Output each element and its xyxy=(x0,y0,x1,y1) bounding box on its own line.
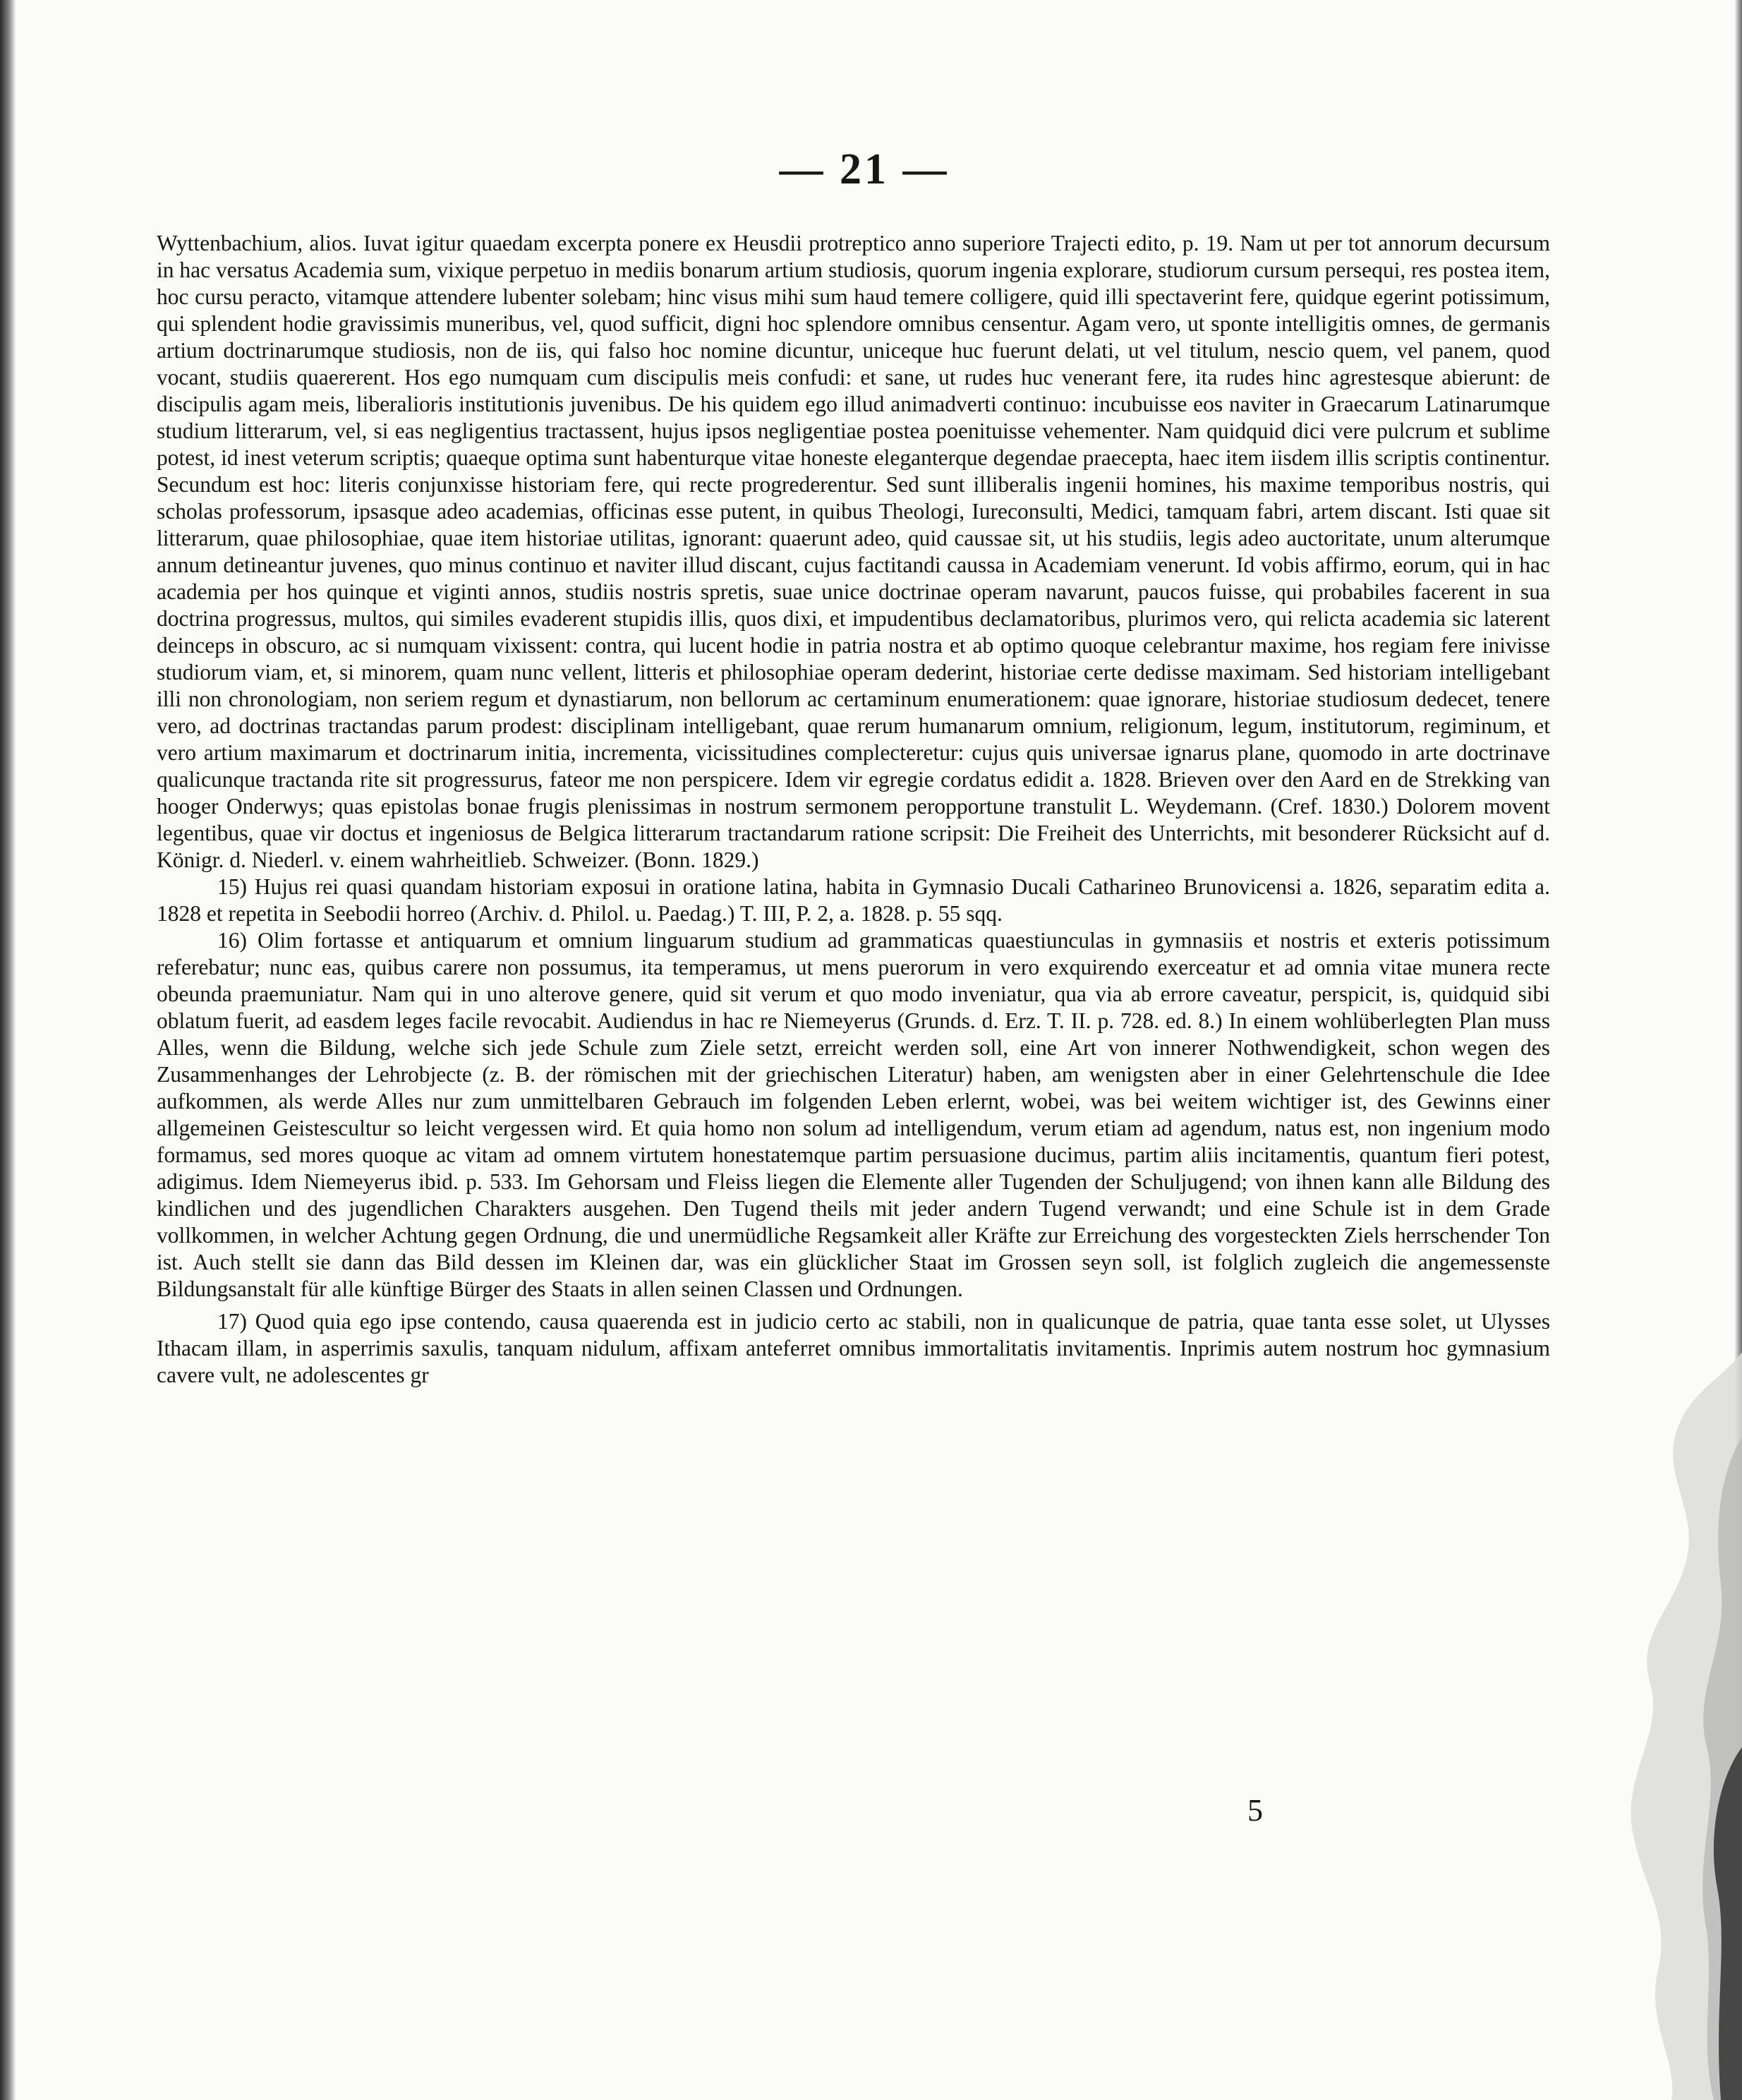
page-number: — 21 — xyxy=(779,145,950,193)
body-text xyxy=(157,230,1550,1389)
page-edge-shadow xyxy=(1735,0,1742,2100)
footnote-16: 16) Olim fortasse et antiquarum et omnium linguarum studium ad grammaticas quaestiunculas in gymnasiis et nostris et exteris potissimum referebatur; nunc eas, quibus carere non possumus, ita temperamus, ut mens puerorum in vero exquirendo exerceatur et ad omnia vitae munera recte obeunda praemuniatur. Nam qui in uno alterove genere, quid sit verum et quo modo inveniatur, qua via ab errore caveatur, perspicit, is, quidquid sibi oblatum fuerit, ad easdem leges facile revocabit. Audiendus in hac re Niemeyerus (Grunds. d. Erz. T. II. p. 728. ed. 8.) In einem wohlüberlegten Plan muss Alles, wenn die Bildung, welche sich jede Schule zum Ziele setzt, erreicht werden soll, eine Art von innerer Nothwendigkeit, schon wegen des Zusammenhanges der Lehrobjecte (z. B. der römischen mit der griechischen Literatur) haben, am wenigsten aber in einer Gelehrtenschule die Idee aufkommen, als werde Alles nur zum unmittelbaren Gebrauch im folgenden Leben erlernt, wobei, was bei weitem wichtiger ist, des Gewinns einer allgemeinen Geistescultur so leicht vergessen wird. Et quia homo non solum ad intelligendum, verum etiam ad agendum, natus est, non ingenium modo formamus, sed mores quoque ac vitam ad omnem virtutem honestatemque partim persuasione ducimus, partim aliis incitamentis, quantum fieri potest, adigimus. Idem Niemeyerus ibid. p. 533. Im Gehorsam und Fleiss liegen die Elemente aller Tugenden der Schuljugend; von ihnen kann alle Bildung des kindlichen und des jugendlichen Charakters ausgehen. Den Tugend theils mit jeder andern Tugend verwandt; und eine Schule ist in dem Grade vollkommen, in welcher Achtung gegen Ordnung, die und unermüdliche Regsamkeit aller Kräfte zur Erreichung des vorgesteckten Ziels herrschender Ton ist. Auch stellt sie dann das Bild dessen im Kleinen dar, was ein glücklicher Staat im Grossen seyn soll, ist folglich zugleich die angemessenste Bildungsanstalt für alle künftige Bürger des Staats in allen seinen Classen und Ordnungen. xyxy=(157,928,1550,1301)
page-binding-shadow xyxy=(0,0,16,2100)
footnote-15: 15) Hujus rei quasi quandam historiam exposui in oratione latina, habita in Gymnasio Ducali Catharineo Brunovicensi a. 1826, separatim edita a. 1828 et repetita in Seebodii horreo (Archiv. d. Philol. u. Paedag.) T. III, P. 2, a. 1828. p. 55 sqq. xyxy=(157,874,1550,926)
footnote-17: 17) Quod quia ego ipse contendo, causa quaerenda est in judicio certo ac stabili, non in qualicunque de patria, quae tanta esse solet, ut Ulysses Ithacam illam, in asperrimis saxulis, tanquam nidulum, affixam anteferret omnibus immortalitatis invitamentis. Inprimis autem nostrum hoc gymnasium cavere vult, ne adolescentes gr xyxy=(157,1309,1550,1387)
paragraph-continuation: Wyttenbachium, alios. Iuvat igitur quaedam excerpta ponere ex Heusdii protreptico anno superiore Trajecti edito, p. 19. Nam ut per tot annorum decursum in hac versatus Academia sum, vixique perpetuo in mediis bonarum artium studiosis, quorum ingenia explorare, studiorum cursum persequi, res postea item, hoc cursu peracto, vitamque attendere lubenter solebam; hinc visus mihi sum haud temere colligere, quid illi spectaverint fere, quidque egerint potissimum, qui splendent hodie gravissimis muneribus, vel, quod sufficit, digni hoc splendore omnibus censentur. Agam vero, ut sponte intelligitis omnes, de germanis artium doctrinarumque studiosis, non de iis, qui falso hoc nomine dicuntur, uniceque huc fuerunt delati, ut vel titulum, nescio quem, vel panem, quod vocant, studiis quaererent. Hos ego numquam cum discipulis meis confudi: et sane, ut rudes huc venerant fere, ita rudes hinc agrestesque abierunt: de discipulis agam meis, liberalioris institutionis juvenibus. De his quidem ego illud animadverti continuo: incubuisse eos naviter in Graecarum Latinarumque studium litterarum, vel, si eas negligentius tractassent, hujus ipsos negligentiae postea poenituisse vehementer. Nam quidquid dici vere pulcrum et sublime potest, id inest veterum scriptis; quaeque optima sunt habenturque vitae honeste eleganterque degendae praecepta, haec item iisdem illis scriptis continentur. Secundum est hoc: literis conjunxisse historiam fere, qui recte progrederentur. Sed sunt illiberalis ingenii homines, his maxime temporibus nostris, qui scholas professorum, ipsasque adeo academias, officinas esse putent, in quibus Theologi, Iureconsulti, Medici, tamquam fabri, artem discant. Isti quae sit litterarum, quae philosophiae, quae item historiae utilitas, ignorant: quaerunt adeo, quid caussae sit, ut his studiis, legis adeo auctoritate, unum alterumque annum detineantur juvenes, quo minus continuo et naviter illud discant, cujus factitandi caussa in Academiam venerunt. Id vobis affirmo, eorum, qui in hac academia per hos quinque et viginti annos, studiis nostris spretis, suae unice doctrinae operam navarunt, paucos fuisse, qui probabiles facerent in sua doctrina progressus, multos, qui similes evaderent stupidis illis, quos dixi, et impudentibus declamatoribus, plurimos vero, qui relicta academia sic laterent deinceps in obscuro, ac si numquam vixissent: contra, qui lucent hodie in patria nostra et ab optimo quoque celebrantur maxime, hos regiam fere inivisse studiorum viam, et, si minorem, quam nunc vellent, litteris et philosophiae operam dederint, historiae certe dedisse maximam. Sed historiam intelligebant illi non chronologiam, non seriem regum et dynastiarum, non bellorum ac certaminum enumerationem: quae ignorare, historiae studiosum dedecet, tenere vero, ad doctrinas tractandas parum prodest: disciplinam intelligebant, quae rerum humanarum omnium, religionum, legum, institutorum, regiminum, et vero artium maximarum et doctrinarum initia, incrementa, vicissitudines complecteretur: cujus quis universae ignarus plane, quomodo in arte doctrinave qualicunque tractanda rite sit progressurus, fateor me non perspicere. Idem vir egregie cordatus edidit a. 1828. Brieven over den Aard en de Strekking van hooger Onderwys; quas epistolas bonae frugis plenissimas in nostrum sermonem peropportune transtulit L. Weydemann. (Cref. 1830.) Dolorem movent legentibus, quae vir doctus et ingeniosus de Belgica litterarum tractandarum ratione scripsit: Die Freiheit des Unterrichts, mit besonderer Rücksicht auf d. Königr. d. Niederl. v. einem wahrheitlieb. Schweizer. (Bonn. 1829.) xyxy=(157,231,1550,872)
signature-mark: 5 xyxy=(1247,1793,1263,1828)
water-damage-stain xyxy=(1509,1352,1742,2100)
